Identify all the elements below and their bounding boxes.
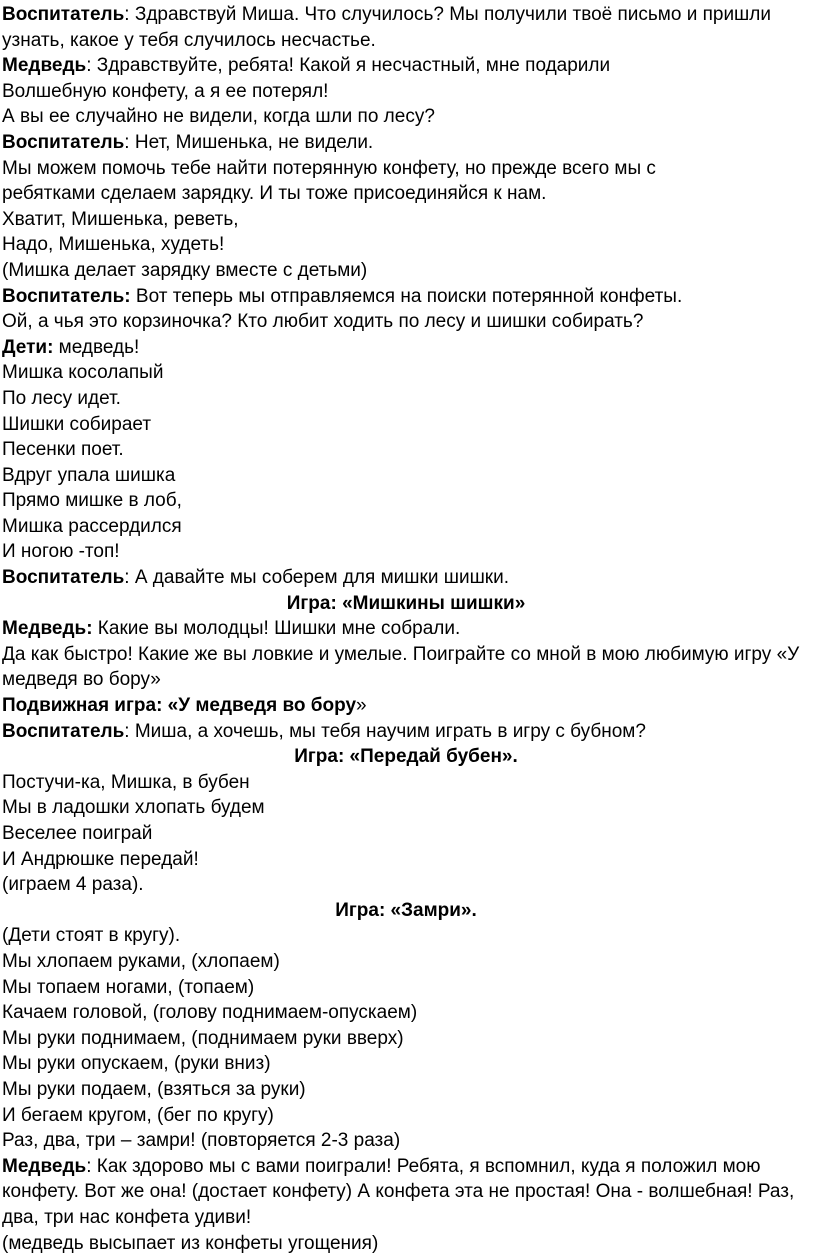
line-text: : Здравствуй Миша. Что случилось? Мы получили твоё письмо и пришли узнать, какое у тебя случилось несчастье. xyxy=(2,4,771,51)
text-line xyxy=(2,847,810,873)
line-text: Хватит, Мишенька, реветь, xyxy=(2,209,239,230)
text-line xyxy=(2,156,810,182)
text-line xyxy=(2,79,810,105)
line-text: Качаем головой, (голову поднимаем-опускаем) xyxy=(2,1002,417,1023)
speaker-name: Воспитатель xyxy=(2,721,124,742)
game-heading: Игра: «Замри». xyxy=(2,898,810,924)
speaker-name: Медведь: xyxy=(2,618,93,639)
text-line xyxy=(2,437,810,463)
text-line xyxy=(2,770,810,796)
text-line xyxy=(2,207,810,233)
line-text: И ногою -топ! xyxy=(2,541,120,562)
line-text: Шишки собирает xyxy=(2,414,151,435)
line-text: Волшебную конфету, а я ее потерял! xyxy=(2,81,328,102)
text-line xyxy=(2,975,810,1001)
text-line xyxy=(2,488,810,514)
game-heading: Игра: «Передай бубен». xyxy=(2,744,810,770)
line-text: А вы ее случайно не видели, когда шли по лесу? xyxy=(2,106,435,127)
game-heading: Игра: «Мишкины шишки» xyxy=(2,591,810,617)
line-text: Постучи-ка, Мишка, в бубен xyxy=(2,772,250,793)
text-line xyxy=(2,923,810,949)
speaker-name: Подвижная игра: «У медведя во бору xyxy=(2,695,356,716)
line-text: Вдруг упала шишка xyxy=(2,465,175,486)
text-line xyxy=(2,1103,810,1129)
text-line xyxy=(2,181,810,207)
line-text: (медведь высыпает из конфеты угощения) xyxy=(2,1233,378,1254)
dialogue-line xyxy=(2,2,810,53)
line-text: Мы в ладошки хлопать будем xyxy=(2,797,265,818)
line-text: По лесу идет. xyxy=(2,388,121,409)
text-line xyxy=(2,539,810,565)
line-text: : Здравствуйте, ребята! Какой я несчастный, мне подарили xyxy=(86,55,610,76)
line-text: Вот теперь мы отправляемся на поиски потерянной конфеты. xyxy=(131,286,683,307)
line-text: Какие вы молодцы! Шишки мне собрали. xyxy=(93,618,461,639)
dialogue-line xyxy=(2,284,810,310)
text-line xyxy=(2,1128,810,1154)
line-text: Мишка косолапый xyxy=(2,362,163,383)
text-line xyxy=(2,949,810,975)
line-text: : А давайте мы соберем для мишки шишки. xyxy=(124,567,509,588)
text-line xyxy=(2,463,810,489)
line-text: Мишка рассердился xyxy=(2,516,182,537)
text-line xyxy=(2,872,810,898)
dialogue-line xyxy=(2,719,810,745)
dialogue-line xyxy=(2,53,810,79)
speaker-name: Воспитатель xyxy=(2,567,124,588)
line-text: Прямо мишке в лоб, xyxy=(2,490,182,511)
line-text: Надо, Мишенька, худеть! xyxy=(2,234,224,255)
line-text: Мы топаем ногами, (топаем) xyxy=(2,977,254,998)
dialogue-line xyxy=(2,335,810,361)
text-line xyxy=(2,514,810,540)
speaker-name: Воспитатель xyxy=(2,132,124,153)
text-line xyxy=(2,104,810,130)
text-line xyxy=(2,1026,810,1052)
line-text: Мы руки опускаем, (руки вниз) xyxy=(2,1053,271,1074)
line-text: Мы руки поднимаем, (поднимаем руки вверх) xyxy=(2,1028,404,1049)
text-line xyxy=(2,1000,810,1026)
text-line xyxy=(2,642,810,693)
speaker-name: Воспитатель xyxy=(2,4,124,25)
dialogue-line xyxy=(2,616,810,642)
speaker-name: Медведь xyxy=(2,1156,86,1177)
text-line xyxy=(2,412,810,438)
speaker-name: Воспитатель: xyxy=(2,286,131,307)
dialogue-line xyxy=(2,565,810,591)
line-text: ребятками сделаем зарядку. И ты тоже присоединяйся к нам. xyxy=(2,183,546,204)
text-line xyxy=(2,1231,810,1256)
text-line xyxy=(2,795,810,821)
dialogue-line xyxy=(2,693,810,719)
text-line xyxy=(2,232,810,258)
text-line xyxy=(2,360,810,386)
text-line xyxy=(2,386,810,412)
line-text: Веселее поиграй xyxy=(2,823,152,844)
text-line xyxy=(2,1077,810,1103)
line-text: Раз, два, три – замри! (повторяется 2-3 раза) xyxy=(2,1130,400,1151)
line-text: И бегаем кругом, (бег по кругу) xyxy=(2,1105,274,1126)
line-text: : Как здорово мы с вами поиграли! Ребята, я вспомнил, куда я положил мою конфету. Вот же она! (достает конфету) А конфета эта не простая! Она - волшебная! Раз, два, три нас конфета удиви! xyxy=(2,1156,794,1228)
text-line xyxy=(2,821,810,847)
text-line xyxy=(2,309,810,335)
speaker-name: Дети: xyxy=(2,337,53,358)
line-text: (играем 4 раза). xyxy=(2,874,144,895)
line-text: (Дети стоят в кругу). xyxy=(2,925,180,946)
line-text: Мы можем помочь тебе найти потерянную конфету, но прежде всего мы с xyxy=(2,158,656,179)
line-text: Да как быстро! Какие же вы ловкие и умелые. Поиграйте со мной в мою любимую игру «У медведя во бору» xyxy=(2,644,799,691)
line-text: (Мишка делает зарядку вместе с детьми) xyxy=(2,260,367,281)
text-line xyxy=(2,1051,810,1077)
line-text: Мы хлопаем руками, (хлопаем) xyxy=(2,951,280,972)
line-text: » xyxy=(356,695,367,716)
line-text: Песенки поет. xyxy=(2,439,124,460)
dialogue-line xyxy=(2,1154,810,1231)
speaker-name: Медведь xyxy=(2,55,86,76)
text-line xyxy=(2,258,810,284)
dialogue-line xyxy=(2,130,810,156)
line-text: Мы руки подаем, (взяться за руки) xyxy=(2,1079,306,1100)
line-text: : Нет, Мишенька, не видели. xyxy=(124,132,373,153)
line-text: медведь! xyxy=(53,337,139,358)
line-text: И Андрюшке передай! xyxy=(2,849,199,870)
line-text: Ой, а чья это корзиночка? Кто любит ходить по лесу и шишки собирать? xyxy=(2,311,643,332)
line-text: : Миша, а хочешь, мы тебя научим играть в игру с бубном? xyxy=(124,721,646,742)
